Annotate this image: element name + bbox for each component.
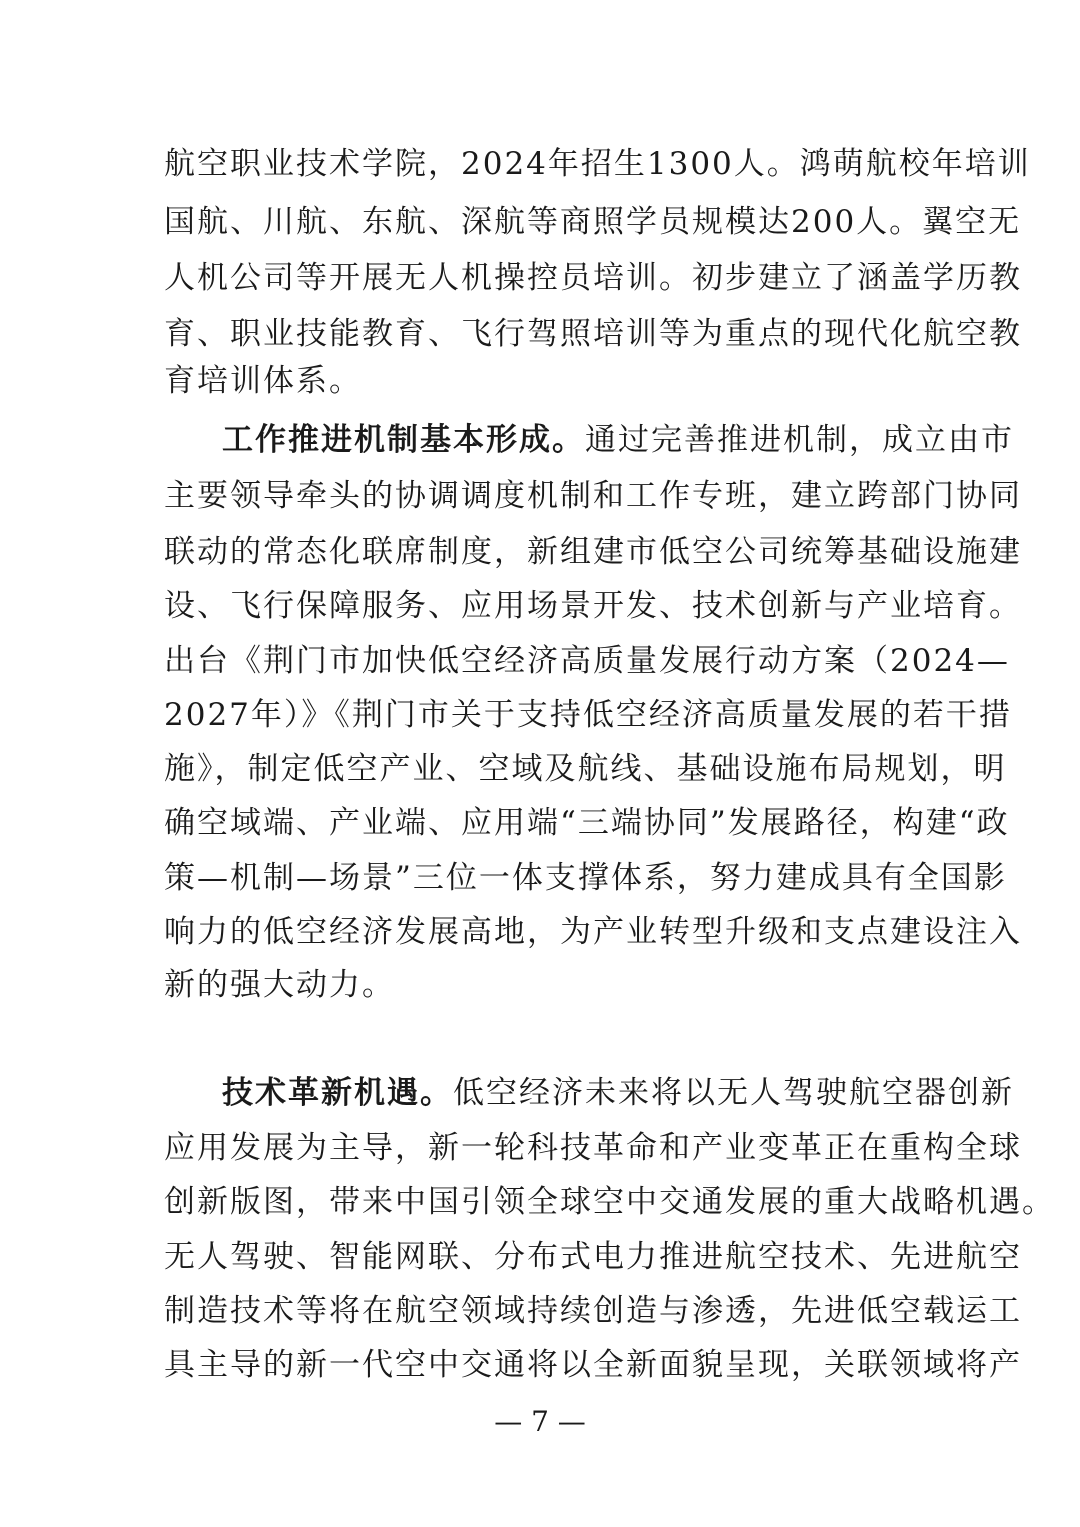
page-number: — 7 — (494, 1405, 586, 1438)
paragraph-line: 联动的常态化联席制度，新组建市低空公司统筹基础设施建 (164, 534, 1022, 570)
paragraph-line: 施》，制定低空产业、空域及航线、基础设施布局规划，明 (164, 751, 1007, 787)
paragraph-line: 出台《荆门市加快低空经济高质量发展行动方案（2024— (164, 643, 1010, 679)
paragraph-line: 国航、川航、东航、深航等商照学员规模达200人。翼空无 (164, 204, 1022, 240)
paragraph-line: 应用发展为主导，新一轮科技革命和产业变革正在重构全球 (164, 1130, 1022, 1166)
paragraph-line: 人机公司等开展无人机操控员培训。初步建立了涵盖学历教 (164, 260, 1022, 296)
paragraph-heading: 工作推进机制基本形成。 (222, 422, 585, 458)
paragraph-line: 具主导的新一代空中交通将以全新面貌呈现，关联领域将产 (164, 1347, 1022, 1383)
paragraph-line: 主要领导牵头的协调调度机制和工作专班，建立跨部门协同 (164, 478, 1022, 514)
paragraph-line: 2027年）》《荆门市关于支持低空经济高质量发展的若干措 (164, 697, 1012, 733)
paragraph-line: 航空职业技术学院，2024年招生1300人。鸿萌航校年培训 (164, 146, 1031, 182)
paragraph-line: 确空域端、产业端、应用端“三端协同”发展路径，构建“政 (164, 805, 1010, 841)
paragraph-first-line (222, 420, 1014, 460)
paragraph-line: 育、职业技能教育、飞行驾照培训等为重点的现代化航空教 (164, 316, 1022, 352)
paragraph-line: 无人驾驶、智能网联、分布式电力推进航空技术、先进航空 (164, 1239, 1022, 1275)
paragraph-first-line (222, 1073, 1014, 1113)
paragraph-line: 新的强大动力。 (164, 967, 395, 1003)
paragraph-text: 低空经济未来将以无人驾驶航空器创新 (453, 1075, 1014, 1111)
paragraph-line: 设、飞行保障服务、应用场景开发、技术创新与产业培育。 (164, 588, 1022, 624)
paragraph-text: 通过完善推进机制，成立由市 (585, 422, 1014, 458)
paragraph-line: 策—机制—场景”三位一体支撑体系，努力建成具有全国影 (164, 860, 1007, 896)
paragraph-heading: 技术革新机遇。 (222, 1075, 453, 1111)
paragraph-line: 响力的低空经济发展高地，为产业转型升级和支点建设注入 (164, 914, 1022, 950)
paragraph-line: 育培训体系。 (164, 363, 362, 399)
paragraph-line: 制造技术等将在航空领域持续创造与渗透，先进低空载运工 (164, 1293, 1022, 1329)
paragraph-line: 创新版图，带来中国引领全球空中交通发展的重大战略机遇。 (164, 1184, 1055, 1220)
